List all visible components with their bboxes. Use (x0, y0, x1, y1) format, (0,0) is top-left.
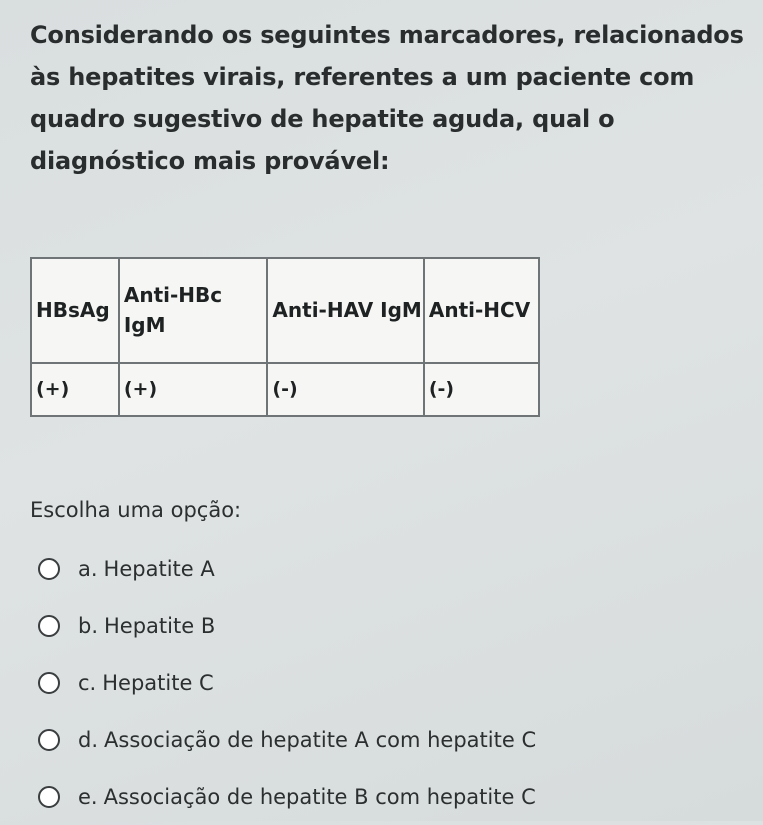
header-anti-hcv: Anti-HCV (424, 258, 539, 363)
options-list (38, 540, 536, 825)
markers-table (30, 257, 540, 417)
radio-button-e[interactable] (38, 786, 60, 808)
value-hbsag: (+) (31, 363, 119, 416)
radio-button-d[interactable] (38, 729, 60, 751)
value-anti-hav-igm: (-) (267, 363, 423, 416)
question-text: Considerando os seguintes marcadores, relacionados às hepatites virais, referentes a um paciente com quadro sugestivo de hepatite aguda, qual o diagnóstico mais provável: (30, 21, 744, 175)
header-anti-hbc-igm: Anti-HBc IgM (119, 258, 268, 363)
option-letter: d. (78, 727, 99, 752)
option-letter: e. (78, 784, 98, 809)
option-label[interactable]: Associação de hepatite A com hepatite C (104, 727, 537, 752)
radio-button-c[interactable] (38, 672, 60, 694)
option-e[interactable] (38, 768, 536, 825)
option-label[interactable]: Associação de hepatite B com hepatite C (103, 784, 536, 809)
header-hbsag: HBsAg (31, 258, 119, 363)
option-d[interactable] (38, 711, 536, 768)
option-label[interactable]: Hepatite B (104, 613, 216, 638)
radio-button-b[interactable] (38, 615, 60, 637)
value-anti-hcv: (-) (424, 363, 539, 416)
header-anti-hav-igm: Anti-HAV IgM (267, 258, 423, 363)
option-label[interactable]: Hepatite A (103, 556, 215, 581)
option-letter: c. (78, 670, 97, 695)
radio-button-a[interactable] (38, 558, 60, 580)
option-b[interactable] (38, 597, 536, 654)
option-letter: a. (78, 556, 98, 581)
option-letter: b. (78, 613, 99, 638)
table-header-row (31, 258, 539, 363)
choose-option-label: Escolha uma opção: (30, 498, 242, 522)
table-row (31, 363, 539, 416)
option-label[interactable]: Hepatite C (102, 670, 214, 695)
value-anti-hbc-igm: (+) (119, 363, 268, 416)
option-a[interactable] (38, 540, 536, 597)
option-c[interactable] (38, 654, 536, 711)
